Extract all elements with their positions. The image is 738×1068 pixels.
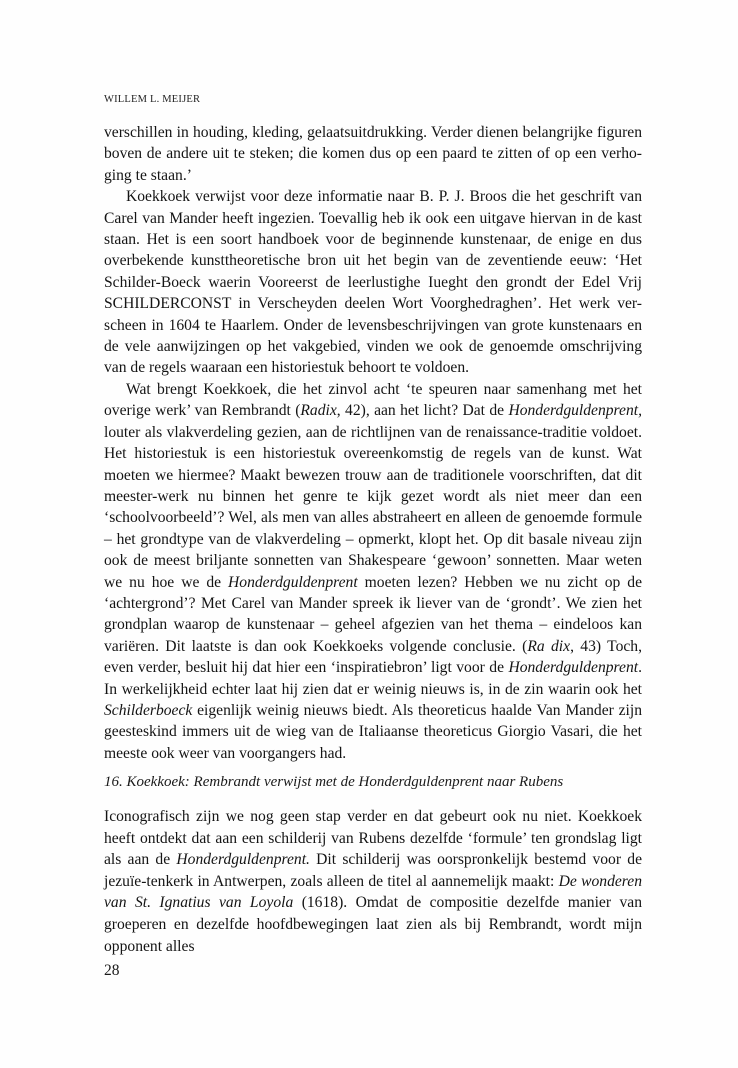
italic-title-honderdguldenprent: Honderdguldenprent: [228, 573, 358, 591]
body-text: [104, 122, 642, 764]
section-heading: 16. Koekkoek: Rembrandt verwijst met de Honderdguldenprent naar Rubens: [104, 774, 564, 790]
paragraph-text: Koekkoek verwijst voor deze informatie naar B. P. J. Broos die het geschrift van Carel van Mander heeft ingezien. Toevallig heb ik ook een uitgave hiervan in de kast staan. Het is een soort handboek voor de beginnende kunstenaar, de enige en dus overbekende kunsttheoretische bron uit het begin van de zeventiende eeuw: ‘Het Schilder-Boeck waerin Vooreerst de leerlustighe Iueght den grondt der Edel Vrij SCHILDERCONST in Verscheyden deelen Wort Voorghedraghen’. Het werk ver-scheen in 1604 te Haarlem. Onder de levensbeschrijvingen van grote kunstenaars en de vele aanwijzingen op het vakgebied, vinden we ook de genoemde omschrijving van de regels waaraan een historiestuk behoort te voldoen.: [104, 188, 642, 377]
paragraph-text: verschillen in houding, kleding, gelaatsuitdrukking. Verder dienen belangrijke figuren boven de andere uit te steken; die komen dus op een paard te zitten of op een verho-ging te staan.’: [104, 124, 642, 184]
italic-title-schilderboeck: Schilderboeck: [104, 701, 193, 719]
paragraph-3: [104, 379, 642, 764]
paragraph-text: Wat brengt Koekkoek, die het zinvol acht ‘te speuren naar samenhang met het overige werk’ van Rembrandt (: [104, 380, 642, 420]
paragraph-text: . In werkelijkheid echter laat hij zien dat er weinig nieuws is, in de zin waarin ook het: [104, 659, 642, 698]
paragraph-text: , 42), aan het licht? Dat de: [336, 402, 509, 420]
italic-title-radix: Radix: [300, 402, 337, 420]
italic-title-honderdguldenprent: Honderdguldenprent: [508, 659, 639, 677]
paragraph-text: moeten lezen? Hebben we nu zicht op de ‘achtergrond’? Met Carel van Mander spreek ik liever van de ‘grondt’. We zien het grondplan waarop de kunstenaar – geheel afgezien van het thema – eindeloos kan variëren. Dit laatste is dan ook Koekkoeks volgende conclusie. (: [104, 573, 642, 655]
running-head: WILLEM L. MEIJER: [104, 94, 201, 105]
paragraph-1: [104, 122, 642, 186]
paragraph-text: Dit schilderij was oorspronkelijk bestemd voor de jezuïe-tenkerk in Antwerpen, zoals alleen de titel al aannemelijk maakt:: [104, 851, 643, 890]
section-paragraph: [104, 806, 642, 957]
paragraph-text: Iconografisch zijn we nog geen stap verder en dat gebeurt ook nu niet. Koekkoek heeft ontdekt dat aan een schilderij van Rubens dezelfde ‘formule’ ten grondslag ligt als aan de: [104, 808, 642, 869]
paragraph-text: louter als vlakverdeling gezien, aan de richtlijnen van de renaissance-traditie voldoet. Het historiestuk is een historiestuk overeenkomstig de regels van de kunst. Wat moeten we hiermee? Maakt bewezen trouw aan de traditionele voorschriften, dat dit meester-werk nu binnen het genre te kijk gezet wordt als niet meer dan een ‘schoolvoorbeeld’? Wel, als men van alles abstraheert en alleen de genoemde formule – het grondtype van de vlakverdeling – opmerkt, klopt het. Op dit basale niveau zijn ook de meest briljante sonnetten van Shakespeare ‘gewoon’ sonnetten. Maar weten we nu hoe we de: [104, 423, 642, 591]
paragraph-text: , 43) Toch, even verder, besluit hij dat hier een ‘inspiratiebron’ ligt voor de: [104, 637, 642, 677]
italic-title-ignatius: De wonderen van St. Ignatius van Loyola: [104, 872, 642, 912]
paragraph-text: eigenlijk weinig nieuws biedt. Als theoreticus haalde Van Mander zijn geesteskind immers uit de wieg van de Italiaanse theoreticus Giorgio Vasari, die het meeste ook weer van voorgangers had.: [104, 701, 642, 762]
italic-title-honderdguldenprent: Honderdguldenprent.: [176, 851, 310, 869]
paragraph-text: (1618). Omdat de compositie dezelfde manier van groeperen en dezelfde hoofdbewegingen laat zien als bij Rembrandt, wordt mijn opponent alles: [104, 894, 642, 955]
page-number: 28: [104, 962, 120, 979]
italic-title-radix: Ra dix: [527, 637, 571, 655]
section-body: [104, 806, 642, 957]
paragraph-2: [104, 186, 642, 379]
italic-title-honderdguldenprent: Honderdguldenprent,: [508, 402, 642, 420]
